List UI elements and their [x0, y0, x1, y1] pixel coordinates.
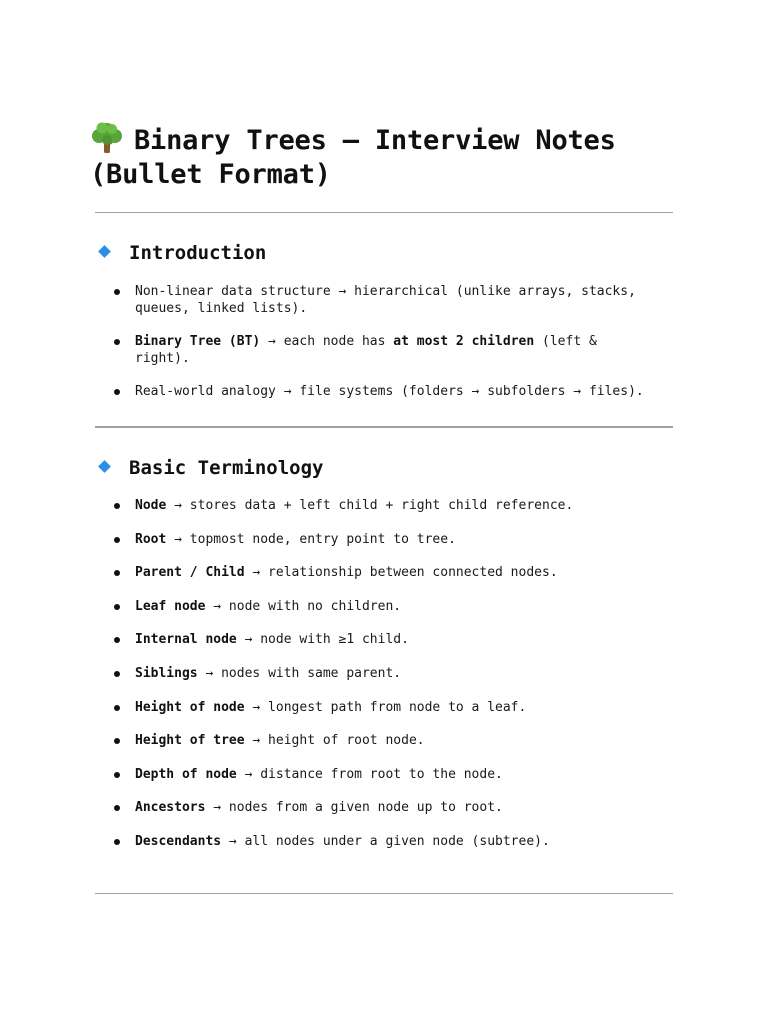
page-title — [90, 122, 690, 192]
list-item — [112, 531, 652, 548]
divider — [95, 426, 673, 428]
list-item — [112, 665, 652, 682]
section-heading-basic-terminology — [98, 456, 323, 480]
list-item — [112, 283, 652, 317]
term-label: Height of tree — [135, 733, 245, 749]
list-item — [112, 497, 652, 514]
section-heading-introduction — [98, 241, 266, 265]
list-item — [112, 833, 652, 850]
list-item-text: Real-world analogy → file systems (folders → subfolders → files). — [135, 384, 644, 399]
list-item — [112, 699, 652, 716]
term-definition: → nodes from a given node up to root. — [205, 800, 503, 816]
term-definition: → height of root node. — [244, 733, 425, 749]
term-definition: → all nodes under a given node (subtree). — [221, 833, 550, 849]
divider — [95, 212, 673, 213]
term-label: Internal node — [135, 632, 237, 648]
term-definition: → node with ≥1 child. — [236, 632, 409, 648]
term-label: Parent / Child — [135, 565, 245, 581]
section-heading-text: Basic Terminology — [129, 457, 324, 479]
list-item — [112, 598, 652, 615]
term-definition: → longest path from node to a leaf. — [244, 699, 527, 715]
list-item-text: (left & right). — [135, 334, 597, 366]
term-label: Binary Tree (BT) — [135, 334, 261, 349]
term-definition: → nodes with same parent. — [197, 665, 402, 681]
list-item-text: Non-linear data structure → hierarchical (unlike arrays, stacks, queues, linked lists). — [135, 284, 636, 316]
divider — [95, 893, 673, 894]
term-definition: → node with no children. — [205, 598, 402, 614]
term-definition: → relationship between connected nodes. — [244, 565, 558, 581]
list-item — [112, 766, 652, 783]
list-item — [112, 333, 652, 367]
term-definition: → stores data + left child + right child reference. — [166, 498, 574, 513]
term-label: Root — [135, 531, 167, 547]
term-label: Leaf node — [135, 598, 206, 614]
term-definition: → topmost node, entry point to tree. — [166, 531, 456, 547]
blue-diamond-icon — [98, 460, 111, 473]
blue-diamond-icon — [98, 245, 111, 258]
term-label: Depth of node — [135, 766, 237, 782]
emphasis-text: at most 2 children — [393, 334, 535, 349]
introduction-list — [112, 283, 652, 416]
list-item — [112, 383, 652, 400]
section-heading-text: Introduction — [129, 242, 267, 264]
term-label: Height of node — [135, 699, 245, 715]
term-label: Siblings — [135, 665, 198, 681]
term-label: Node — [135, 498, 167, 513]
tree-icon — [90, 122, 124, 154]
list-item — [112, 732, 652, 749]
terminology-list — [112, 497, 652, 867]
page-title-text: Binary Trees – Interview Notes (Bullet Format) — [90, 125, 616, 190]
list-item — [112, 564, 652, 581]
term-label: Ancestors — [135, 800, 206, 816]
list-item — [112, 799, 652, 816]
term-label: Descendants — [135, 833, 222, 849]
list-item — [112, 631, 652, 648]
list-item-text: → each node has — [260, 334, 394, 349]
term-definition: → distance from root to the node. — [236, 766, 503, 782]
